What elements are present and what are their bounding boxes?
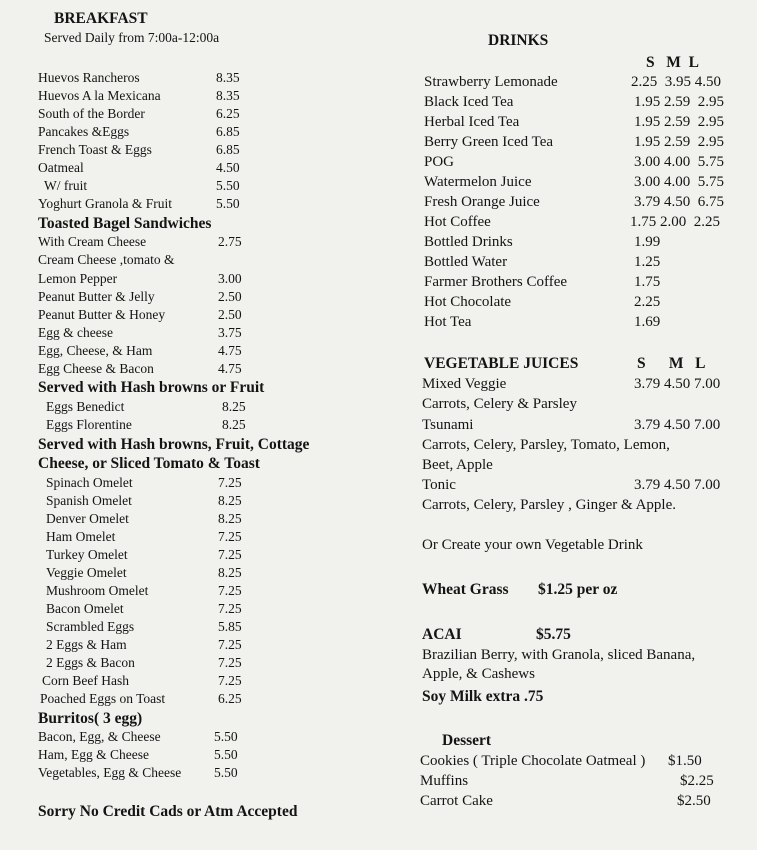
menu-item-name: Mixed Veggie xyxy=(422,376,507,392)
menu-item-name: With Cream Cheese xyxy=(38,234,147,249)
menu-item-name: Spinach Omelet xyxy=(46,475,133,490)
menu-item-price: 1.95 2.59 2.95 xyxy=(634,114,724,130)
menu-item-name: Fresh Orange Juice xyxy=(424,194,540,210)
menu-item-description: Beet, Apple xyxy=(422,457,493,473)
menu-item-name: 2 Eggs & Ham xyxy=(46,637,127,652)
acai-price: $5.75 xyxy=(536,626,571,643)
menu-item-price: 1.99 xyxy=(634,234,661,250)
menu-item-name: Hot Coffee xyxy=(424,214,491,230)
menu-item-price: 8.25 xyxy=(218,493,242,508)
omelet-section-title-1: Served with Hash browns, Fruit, Cottage xyxy=(38,436,310,453)
menu-item-price: 7.25 xyxy=(218,547,242,562)
menu-item-price: 8.25 xyxy=(218,511,242,526)
menu-item-name: Tonic xyxy=(422,477,456,493)
menu-item-name: South of the Border xyxy=(38,106,145,121)
menu-item-description: Carrots, Celery & Parsley xyxy=(422,396,577,412)
menu-item-name: French Toast & Eggs xyxy=(38,142,152,157)
acai-label: ACAI xyxy=(422,626,462,643)
drinks-size-header: S M L xyxy=(646,54,699,71)
menu-item-price: 8.25 xyxy=(218,565,242,580)
menu-item-price: $2.50 xyxy=(677,793,711,809)
menu-item-description: Carrots, Celery, Parsley , Ginger & Apple. xyxy=(422,497,676,513)
breakfast-hours: Served Daily from 7:00a-12:00a xyxy=(44,30,220,45)
menu-item-name: Peanut Butter & Jelly xyxy=(38,289,155,304)
menu-item-name: Berry Green Iced Tea xyxy=(424,134,554,150)
menu-item-price: 7.25 xyxy=(218,475,242,490)
drinks-title: DRINKS xyxy=(488,32,549,49)
menu-item-name: Cookies ( Triple Chocolate Oatmeal ) xyxy=(420,753,646,769)
menu-item-name: Ham Omelet xyxy=(46,529,116,544)
menu-item-name: Watermelon Juice xyxy=(424,174,532,190)
payment-notice: Sorry No Credit Cads or Atm Accepted xyxy=(38,803,298,820)
menu-item-price: 1.75 xyxy=(634,274,661,290)
acai-description: Brazilian Berry, with Granola, sliced Banana, xyxy=(422,647,696,663)
veg-juices-title: VEGETABLE JUICES xyxy=(424,355,579,372)
menu-item-name: Bottled Water xyxy=(424,254,508,270)
menu-item-price: 5.50 xyxy=(214,729,238,744)
menu-item-name: Spanish Omelet xyxy=(46,493,132,508)
acai-description: Apple, & Cashews xyxy=(422,666,535,682)
menu-item-price: 1.69 xyxy=(634,314,661,330)
menu-item-name: Black Iced Tea xyxy=(424,94,514,110)
bagels-title: Toasted Bagel Sandwiches xyxy=(38,215,212,232)
menu-item-name: Bottled Drinks xyxy=(424,234,513,250)
menu-item-name: Muffins xyxy=(420,773,469,789)
menu-item-price: $2.25 xyxy=(680,773,714,789)
menu-item-price: 3.79 4.50 7.00 xyxy=(634,417,721,433)
menu-item-price: 5.50 xyxy=(216,196,240,211)
menu-item-price: 2.25 3.95 4.50 xyxy=(631,74,721,90)
omelet-section-title-2: Cheese, or Sliced Tomato & Toast xyxy=(38,455,260,472)
menu-item-price: 6.25 xyxy=(216,106,240,121)
menu-item-price: 4.75 xyxy=(218,343,242,358)
menu-item-name: 2 Eggs & Bacon xyxy=(46,655,135,670)
menu-item-name: Carrot Cake xyxy=(420,793,493,809)
menu-item-price: 8.35 xyxy=(216,70,240,85)
menu-item-name: Vegetables, Egg & Cheese xyxy=(38,765,182,780)
menu-item-name: Huevos Rancheros xyxy=(38,70,140,85)
menu-item-price: 6.85 xyxy=(216,124,240,139)
menu-item-price: 1.95 2.59 2.95 xyxy=(634,134,724,150)
menu-item-name: Herbal Iced Tea xyxy=(424,114,520,130)
menu-item-price: 7.25 xyxy=(218,673,242,688)
menu-item-price: 2.75 xyxy=(218,234,242,249)
menu-item-name: Poached Eggs on Toast xyxy=(40,691,166,706)
menu-item-price: 1.75 2.00 2.25 xyxy=(630,214,720,230)
veg-size-header: S M L xyxy=(637,355,706,372)
breakfast-title: BREAKFAST xyxy=(54,10,148,27)
menu-item-price: 8.25 xyxy=(222,417,246,432)
menu-item-price: 3.75 xyxy=(218,325,242,340)
menu-item-name: Scrambled Eggs xyxy=(46,619,135,634)
menu-item-name: Farmer Brothers Coffee xyxy=(424,274,568,290)
menu-item-price: 7.25 xyxy=(218,655,242,670)
hash-section-title: Served with Hash browns or Fruit xyxy=(38,379,265,396)
menu-item-price: 5.50 xyxy=(214,765,238,780)
menu-item-price: 7.25 xyxy=(218,637,242,652)
menu-item-name: Hot Tea xyxy=(424,314,472,330)
menu-item-name: Ham, Egg & Cheese xyxy=(38,747,149,762)
create-your-own-note: Or Create your own Vegetable Drink xyxy=(422,537,643,553)
menu-item-price: 3.79 4.50 6.75 xyxy=(634,194,724,210)
wheat-grass-price: $1.25 per oz xyxy=(538,581,618,598)
menu-item-name: Egg, Cheese, & Ham xyxy=(38,343,153,358)
menu-item-price: 5.50 xyxy=(216,178,240,193)
menu-item-name: Eggs Benedict xyxy=(46,399,125,414)
menu-item-price: 6.85 xyxy=(216,142,240,157)
menu-item-price: 7.25 xyxy=(218,529,242,544)
menu-item-name: W/ fruit xyxy=(44,178,88,193)
menu-item-price: 7.25 xyxy=(218,601,242,616)
menu-item-name: Corn Beef Hash xyxy=(42,673,129,688)
menu-item-price: 4.75 xyxy=(218,361,242,376)
menu-item-price: 8.35 xyxy=(216,88,240,103)
menu-item-name: Veggie Omelet xyxy=(46,565,127,580)
menu-item-name: Peanut Butter & Honey xyxy=(38,307,166,322)
menu-item-price: 6.25 xyxy=(218,691,242,706)
menu-item-name: Huevos A la Mexicana xyxy=(38,88,161,103)
menu-item-name: Turkey Omelet xyxy=(46,547,128,562)
menu-item-price: 5.50 xyxy=(214,747,238,762)
menu-item-price: 2.50 xyxy=(218,289,242,304)
menu-item-name: POG xyxy=(424,154,455,170)
menu-item-name: Oatmeal xyxy=(38,160,84,175)
menu-item-name: Yoghurt Granola & Fruit xyxy=(38,196,173,211)
menu-item-name: Lemon Pepper xyxy=(38,271,118,286)
menu-item-price: 3.00 4.00 5.75 xyxy=(634,174,724,190)
menu-item-price: 3.00 xyxy=(218,271,242,286)
menu-item-name: Egg & cheese xyxy=(38,325,113,340)
menu-item-price: 8.25 xyxy=(222,399,246,414)
menu-item-description: Carrots, Celery, Parsley, Tomato, Lemon, xyxy=(422,437,670,453)
menu-item-name: Pancakes &Eggs xyxy=(38,124,130,139)
menu-item-price: $1.50 xyxy=(668,753,702,769)
menu-item-name: Egg Cheese & Bacon xyxy=(38,361,154,376)
menu-item-price: 5.85 xyxy=(218,619,242,634)
menu-item-name: Tsunami xyxy=(422,417,474,433)
burritos-title: Burritos( 3 egg) xyxy=(38,710,143,727)
menu-item-price: 2.25 xyxy=(634,294,661,310)
menu-item-price: 3.79 4.50 7.00 xyxy=(634,477,721,493)
menu-item-price: 2.50 xyxy=(218,307,242,322)
menu-item-name: Bacon Omelet xyxy=(46,601,124,616)
menu-item-price: 1.95 2.59 2.95 xyxy=(634,94,724,110)
menu-item-price: 1.25 xyxy=(634,254,661,270)
menu-item-name: Eggs Florentine xyxy=(46,417,132,432)
menu-item-name: Strawberry Lemonade xyxy=(424,74,558,90)
menu-item-name: Bacon, Egg, & Cheese xyxy=(38,729,161,744)
menu-item-price: 4.50 xyxy=(216,160,240,175)
menu-item-price: 3.00 4.00 5.75 xyxy=(634,154,724,170)
dessert-title: Dessert xyxy=(442,732,492,749)
menu-item-price: 3.79 4.50 7.00 xyxy=(634,376,721,392)
menu-item-name: Cream Cheese ,tomato & xyxy=(38,252,175,267)
menu-item-name: Mushroom Omelet xyxy=(46,583,149,598)
soy-milk-extra: Soy Milk extra .75 xyxy=(422,688,544,705)
menu-item-name: Denver Omelet xyxy=(46,511,129,526)
menu-item-price: 7.25 xyxy=(218,583,242,598)
wheat-grass-label: Wheat Grass xyxy=(422,581,509,598)
menu-item-name: Hot Chocolate xyxy=(424,294,512,310)
